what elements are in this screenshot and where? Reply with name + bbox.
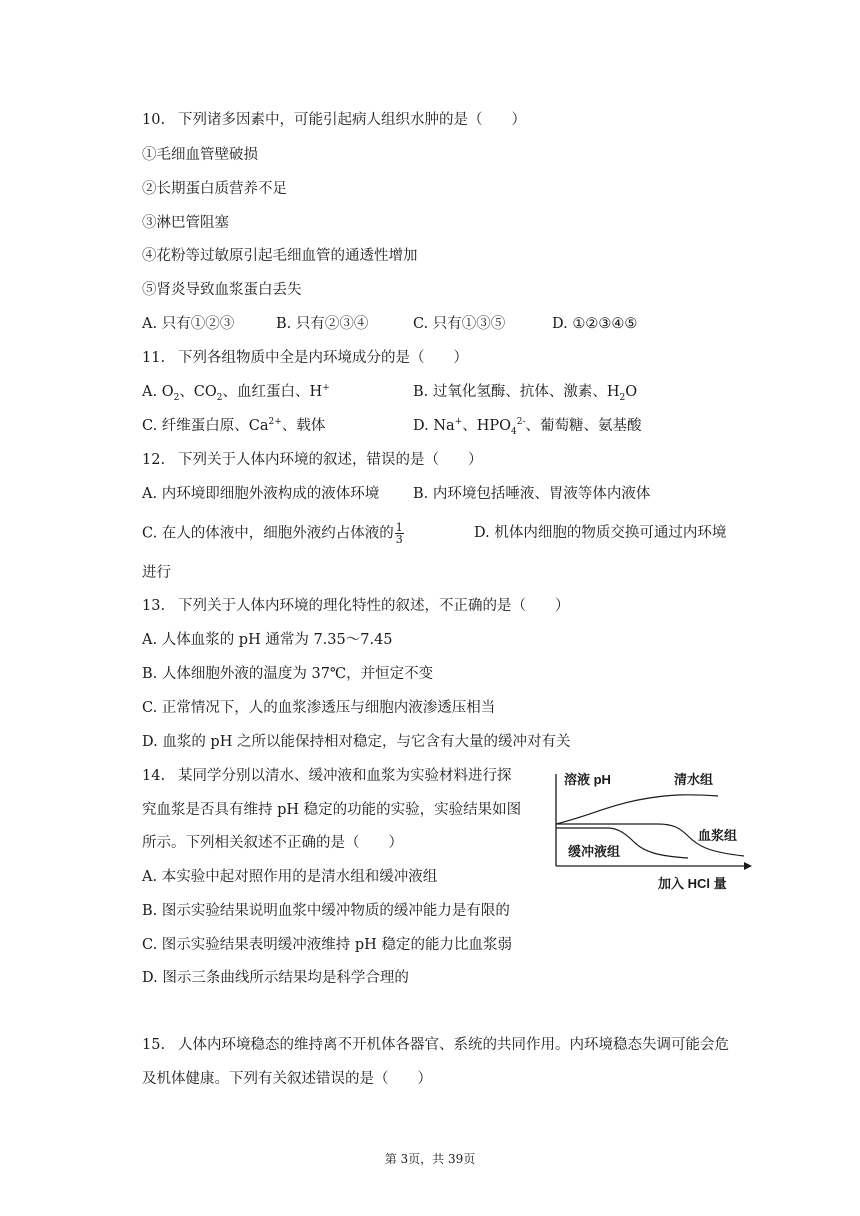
q12-option-b: B. 内环境包括唾液、胃液等体内液体 bbox=[413, 486, 651, 502]
q15-number: 15. bbox=[142, 1037, 166, 1053]
q14-stem-line-3: 所示。下列相关叙述不正确的是（ ） bbox=[142, 835, 403, 851]
q12-option-d: D. 机体内细胞的物质交换可通过内环境 bbox=[474, 525, 727, 541]
q13-number: 13. bbox=[142, 598, 166, 614]
q11-option-b: B. 过氧化氢酶、抗体、激素、$H_2O$ bbox=[413, 384, 638, 403]
q14-option-b: B. 图示实验结果说明血浆中缓冲物质的缓冲能力是有限的 bbox=[142, 903, 510, 919]
q12-text: 下列关于人体内环境的叙述，错误的是（ ） bbox=[178, 452, 483, 468]
q11-option-c: C. 纤维蛋白原、$Ca^{2+}$、载体 bbox=[142, 417, 326, 434]
q14-option-a: A. 本实验中起对照作用的是清水组和缓冲液组 bbox=[142, 869, 438, 885]
q10-item-3: ③淋巴管阻塞 bbox=[142, 215, 229, 231]
x-axis-label: 加入 HCl 量 bbox=[658, 876, 727, 891]
q12-stem bbox=[142, 450, 483, 470]
q12-option-d-continued: 进行 bbox=[142, 565, 171, 581]
water-group-curve bbox=[556, 795, 718, 824]
q11-option-d: D. Na+、$HPO_4^{2-}$、葡萄糖、氨基酸 bbox=[413, 417, 642, 437]
q11-number: 11. bbox=[142, 350, 166, 366]
q15-stem-line-1: 15. 人体内环境稳态的维持离不开机体各器官、系统的共同作用。内环境稳态失调可能会危 bbox=[142, 1037, 729, 1053]
q12-option-c: C. 在人的体液中，细胞外液约占体液的 $\frac{1}{3}$ bbox=[142, 521, 403, 546]
q11-option-a: A. $O_2$、$CO_2$、血红蛋白、H+ bbox=[142, 383, 330, 403]
plasma-group-label: 血浆组 bbox=[698, 828, 738, 843]
x-axis-arrow bbox=[744, 862, 752, 870]
q10-option-d: D. ①②③④⑤ bbox=[552, 316, 638, 332]
q10-item-4: ④花粉等过敏原引起毛细血管的通透性增加 bbox=[142, 248, 418, 264]
q14-stem-line-2: 究血浆是否具有维持 pH 稳定的功能的实验，实验结果如图 bbox=[142, 802, 522, 818]
buffer-group-label: 缓冲液组 bbox=[568, 844, 621, 859]
q10-stem bbox=[142, 110, 526, 130]
q14-option-c: C. 图示实验结果表明缓冲液维持 pH 稳定的能力比血浆弱 bbox=[142, 937, 512, 953]
q10-item-1: ①毛细血管壁破损 bbox=[142, 147, 258, 163]
q10-item-5: ⑤肾炎导致血浆蛋白丢失 bbox=[142, 282, 302, 298]
q13-option-b: B. 人体细胞外液的温度为 37℃，并恒定不变 bbox=[142, 666, 434, 682]
fraction-one-third: $\frac{1}{3}$ bbox=[395, 521, 403, 546]
ph-experiment-figure bbox=[548, 760, 758, 900]
y-axis-label: 溶液 pH bbox=[564, 772, 611, 787]
q12-number: 12. bbox=[142, 452, 166, 468]
q10-text: 下列诸多因素中，可能引起病人组织水肿的是（ ） bbox=[178, 112, 526, 128]
q13-option-a: A. 人体血浆的 pH 通常为 7.35～7.45 bbox=[142, 632, 393, 648]
q13-option-d: D. 血浆的 pH 之所以能保持相对稳定，与它含有大量的缓冲对有关 bbox=[142, 734, 571, 750]
q10-option-a: A. 只有①②③ bbox=[142, 316, 235, 332]
q13-text: 下列关于人体内环境的理化特性的叙述，不正确的是（ ） bbox=[178, 598, 570, 614]
q11-text: 下列各组物质中全是内环境成分的是（ ） bbox=[178, 350, 468, 366]
q14-stem-line-1: 14. 某同学分别以清水、缓冲液和血浆为实验材料进行探 bbox=[142, 768, 512, 784]
q10-option-b: B. 只有②③④ bbox=[276, 316, 369, 332]
q10-item-2: ②长期蛋白质营养不足 bbox=[142, 181, 287, 197]
q15-stem-line-2: 及机体健康。下列有关叙述错误的是（ ） bbox=[142, 1071, 432, 1087]
q10-number: 10. bbox=[142, 112, 166, 128]
q10-option-c: C. 只有①③⑤ bbox=[413, 316, 506, 332]
q12-option-a: A. 内环境即细胞外液构成的液体环境 bbox=[142, 486, 380, 502]
q14-number: 14. bbox=[142, 768, 166, 784]
water-group-label: 清水组 bbox=[674, 772, 714, 787]
page-footer: 第 3页，共 39页 bbox=[384, 1152, 476, 1166]
q11-stem bbox=[142, 348, 468, 368]
q13-stem bbox=[142, 596, 570, 616]
q13-option-c: C. 正常情况下，人的血浆渗透压与细胞内液渗透压相当 bbox=[142, 700, 496, 716]
q14-option-d: D. 图示三条曲线所示结果均是科学合理的 bbox=[142, 970, 409, 986]
